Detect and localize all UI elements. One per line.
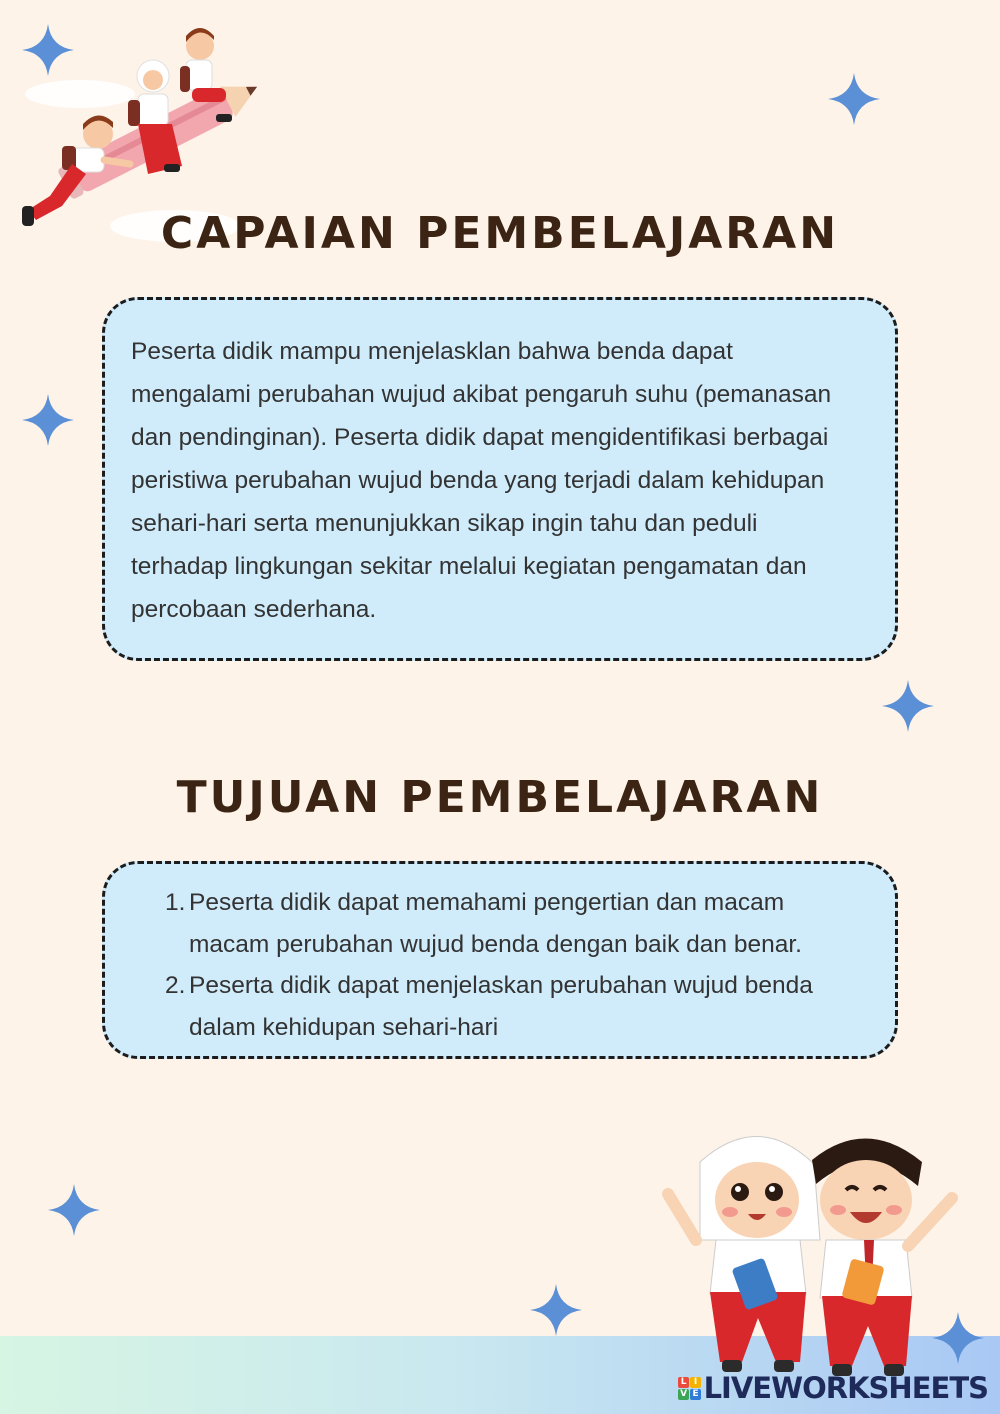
liveworksheets-logo — [678, 1371, 988, 1405]
sparkle-star-icon — [22, 394, 74, 446]
logo-text: LIVEWORKSHEETS — [703, 1371, 988, 1405]
capaian-box — [102, 297, 898, 661]
paragraph-line: peristiwa perubahan wujud benda yang terjadi dalam kehidupan — [131, 467, 825, 494]
sparkle-star-icon — [882, 680, 934, 732]
paragraph-line: dan pendinginan). Peserta didik dapat mengidentifikasi berbagai — [131, 424, 829, 451]
list-number: 1. — [165, 889, 186, 916]
tujuan-list — [165, 882, 873, 1048]
paragraph-line: terhadap lingkungan sekitar melalui kegiatan pengamatan dan — [131, 553, 807, 580]
sparkle-star-icon — [48, 1184, 100, 1236]
list-number: 2. — [165, 972, 186, 999]
sparkle-star-icon — [932, 1312, 984, 1364]
capaian-paragraph — [131, 330, 873, 631]
logo-mark-icon: L I V E — [678, 1377, 701, 1400]
two-students-illustration — [660, 1122, 970, 1384]
list-item — [165, 965, 873, 1048]
paragraph-line: mengalami perubahan wujud akibat pengaruh suhu (pemanasan — [131, 381, 832, 408]
tujuan-heading: TUJUAN PEMBELAJARAN — [176, 772, 824, 823]
sparkle-star-icon — [22, 24, 74, 76]
list-item — [165, 882, 873, 965]
list-item-line: dalam kehidupan sehari-hari — [189, 1013, 499, 1041]
list-item-line: macam perubahan wujud benda dengan baik dan benar. — [189, 930, 802, 958]
list-item-line: Peserta didik dapat memahami pengertian dan macam — [189, 889, 785, 916]
list-item-line: Peserta didik dapat menjelaskan perubahan wujud benda — [189, 972, 813, 999]
paragraph-line: Peserta didik mampu menjelasklan bahwa benda dapat — [131, 338, 733, 365]
sparkle-star-icon — [530, 1284, 582, 1336]
tujuan-box — [102, 861, 898, 1059]
capaian-heading: CAPAIAN PEMBELAJARAN — [160, 208, 840, 259]
sparkle-star-icon — [828, 73, 880, 125]
paragraph-line: sehari-hari serta menunjukkan sikap ingin tahu dan peduli — [131, 510, 758, 537]
paragraph-line: percobaan sederhana. — [131, 596, 377, 623]
